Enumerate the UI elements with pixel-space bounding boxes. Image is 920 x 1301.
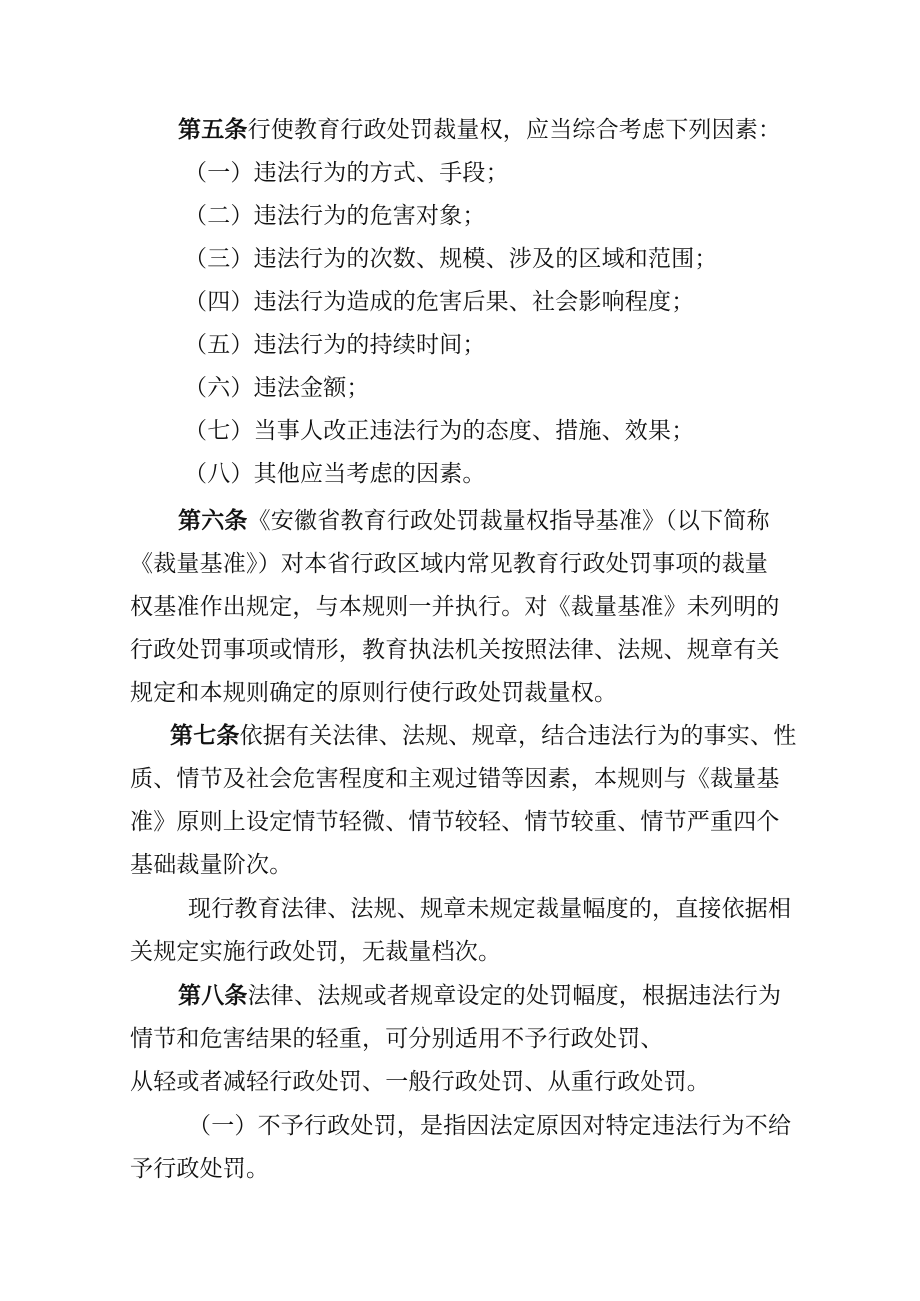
article7-para2-line: 关规定实施行政处罚，无裁量档次。: [130, 939, 502, 965]
article7-text: 依据有关法律、法规、规章，结合违法行为的事实、性: [239, 723, 797, 749]
article7-heading: 第七条: [170, 723, 240, 749]
article5-item: （六）违法金额；: [184, 375, 370, 401]
article6-line: [178, 505, 770, 537]
article5-item: （二）违法行为的危害对象；: [184, 203, 486, 229]
article6-line: 权基准作出规定，与本规则一并执行。对《裁量基准》未列明的: [130, 594, 780, 620]
article5-item: （四）违法行为造成的危害后果、社会影响程度；: [184, 289, 695, 315]
article6-line: 《裁量基准》）对本省行政区域内常见教育行政处罚事项的裁量: [130, 551, 769, 577]
article5-item: （八）其他应当考虑的因素。: [184, 461, 486, 487]
article8-heading: 第八条: [178, 983, 248, 1009]
article5-intro: 行使教育行政处罚裁量权，应当综合考虑下列因素：: [247, 117, 782, 143]
article5-item: （七）当事人改正违法行为的态度、措施、效果；: [184, 418, 695, 444]
article8-line: 情节和危害结果的轻重，可分别适用不予行政处罚、: [130, 1026, 664, 1052]
article6-heading: 第六条: [178, 508, 248, 534]
article6-line: 规定和本规则确定的原则行使行政处罚裁量权。: [130, 680, 618, 706]
article7-para2-line: 现行教育法律、法规、规章未规定裁量幅度的，直接依据相: [188, 896, 792, 922]
article5-intro-line: [178, 114, 781, 146]
article7-line: 准》原则上设定情节轻微、情节较轻、情节较重、情节严重四个: [130, 809, 780, 835]
article6-text: 《安徽省教育行政处罚裁量权指导基准》（以下简称: [247, 508, 770, 534]
article5-item: （一）违法行为的方式、手段；: [184, 160, 509, 186]
article5-item: （五）违法行为的持续时间；: [184, 332, 486, 358]
article6-line: 行政处罚事项或情形，教育执法机关按照法律、法规、规章有关: [130, 637, 780, 663]
article5-item: （三）违法行为的次数、规模、涉及的区域和范围；: [184, 246, 718, 272]
article8-item-line: （一）不予行政处罚，是指因法定原因对特定违法行为不给: [188, 1113, 792, 1139]
article7-line: [170, 720, 796, 752]
article7-line: 质、情节及社会危害程度和主观过错等因素，本规则与《裁量基: [130, 766, 780, 792]
article8-line: 从轻或者减轻行政处罚、一般行政处罚、从重行政处罚。: [130, 1069, 710, 1095]
article5-heading: 第五条: [178, 117, 248, 143]
article8-text: 法律、法规或者规章设定的处罚幅度，根据违法行为: [247, 983, 782, 1009]
article7-line: 基础裁量阶次。: [130, 852, 293, 878]
article8-line: [178, 980, 781, 1012]
article8-item-line: 予行政处罚。: [130, 1156, 270, 1182]
